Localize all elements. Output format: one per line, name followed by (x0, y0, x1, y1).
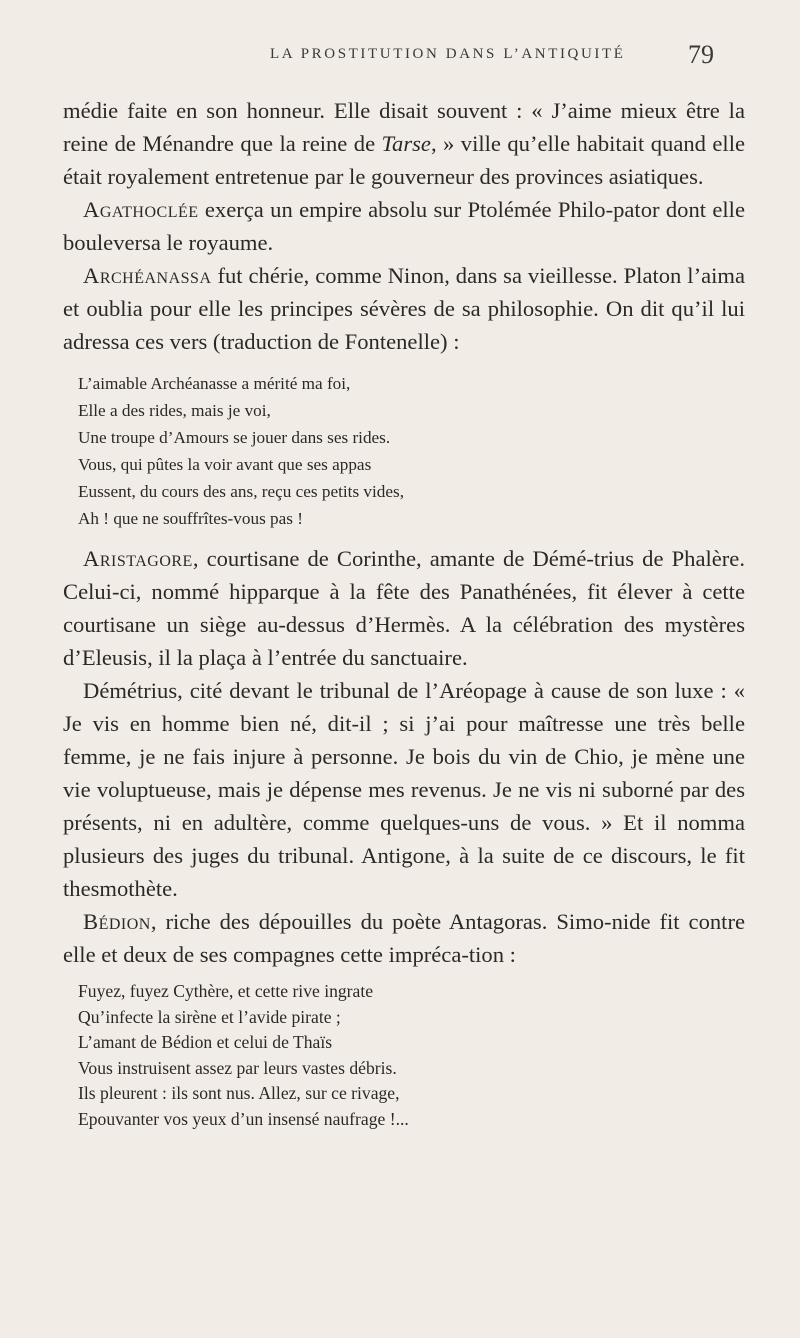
verse-line: L’aimable Archéanasse a mérité ma foi, (78, 374, 351, 393)
running-title: LA PROSTITUTION DANS L’ANTIQUITÉ (270, 46, 626, 62)
entry-name: Bédion (83, 909, 151, 934)
verse-line: Qu’infecte la sirène et l’avide pirate ; (78, 1006, 341, 1027)
paragraph-aristagore: Aristagore, courtisane de Corinthe, amante de Démé-trius de Phalère. Celui-ci, nommé hipparque à la fête des Panathénées, fit élever à cette courtisane un siège au-dessus d’Hermès. A la célébration des mystères d’Eleusis, il la plaça à l’entrée du sanctuaire. (63, 546, 745, 670)
verse-line: Elle a des rides, mais je voi, (78, 401, 271, 420)
entry-name: Aristagore (83, 546, 193, 571)
page-body (63, 94, 745, 1138)
italic-place: Tarse (381, 131, 431, 156)
verse-line: Vous instruisent assez par leurs vastes débris. (78, 1057, 397, 1078)
verse-line: Ah ! que ne souffrîtes-vous pas ! (78, 509, 303, 528)
paragraph-agathoclee: Agathoclée exerça un empire absolu sur Ptolémée Philo-pator dont elle bouleversa le royaume. (63, 197, 745, 255)
paragraph-demetrius: Démétrius, cité devant le tribunal de l’Aréopage à cause de son luxe : « Je vis en homme bien né, dit-il ; si j’ai pour maîtresse une très belle femme, je ne fais injure à personne. Je bois du vin de Chio, je mène une vie voluptueuse, mais je dépense mes revenus. Je ne vis ni suborné par des présents, ni en adultère, comme quelques-uns de vous. » Et il nomma plusieurs des juges du tribunal. Antigone, à la suite de ce discours, le fit thesmothète. (63, 678, 745, 901)
verse-fontenelle (63, 370, 745, 532)
paragraph-bedion: Bédion, riche des dépouilles du poète Antagoras. Simo-nide fit contre elle et deux de ses compagnes cette impréca-tion : (63, 909, 745, 967)
page-number: 79 (688, 40, 714, 69)
verse-line: Vous, qui pûtes la voir avant que ses appas (78, 455, 372, 474)
verse-line: Fuyez, fuyez Cythère, et cette rive ingrate (78, 981, 374, 1001)
verse-simonide (63, 979, 745, 1132)
paragraph-archeanassa: Archéanassa fut chérie, comme Ninon, dans sa vieillesse. Platon l’aima et oublia pour elle les principes sévères de sa philosophie. On dit qu’il lui adressa ces vers (traduction de Fontenelle) : (63, 263, 745, 354)
verse-line: Eussent, du cours des ans, reçu ces petits vides, (78, 482, 405, 501)
page-header (0, 36, 800, 76)
paragraph-medie: médie faite en son honneur. Elle disait souvent : « J’aime mieux être la reine de Ménandre que la reine de Tarse, » ville qu’elle habitait quand elle était royalement entretenue par le gouverneur des provinces asiatiques. (63, 98, 745, 189)
entry-name: Agathoclée (83, 197, 199, 222)
entry-name: Archéanassa (83, 263, 212, 288)
verse-line: Une troupe d’Amours se jouer dans ses rides. (78, 428, 391, 447)
verse-line: L’amant de Bédion et celui de Thaïs (78, 1032, 333, 1052)
verse-line: Ils pleurent : ils sont nus. Allez, sur ce rivage, (78, 1083, 400, 1103)
verse-line: Epouvanter vos yeux d’un insensé naufrage !... (78, 1108, 409, 1129)
